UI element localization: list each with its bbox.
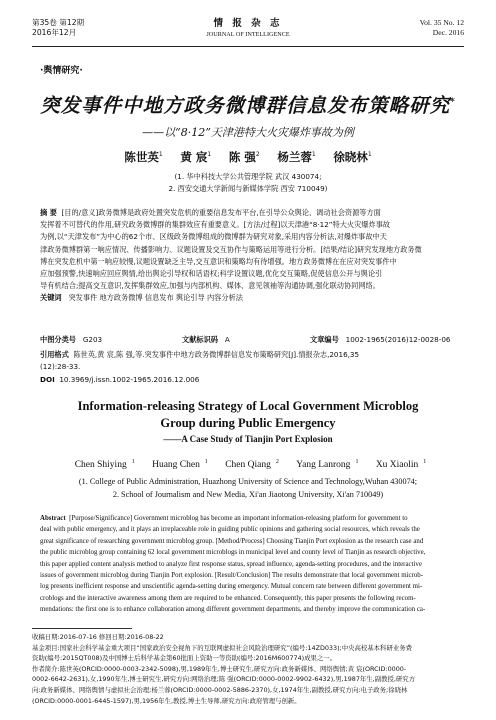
chinese-subtitle: ——以“8·12”天津港特大火灾爆炸事故为例 — [142, 126, 354, 139]
author-en: Xu Xiaolin $^1$ — [375, 459, 427, 471]
volume-cn: 第35卷 第12期 — [32, 18, 85, 27]
doi: DOI 10.3969/j.issn.1002-1965.2016.12.006 — [40, 375, 200, 384]
abstract-line: Abstract [Purpose/Significance] Government microblog has become an important information-releasing platform for government to — [40, 515, 408, 522]
abstract-label: 摘 要 — [40, 208, 57, 217]
footnote-line: 收稿日期:2016-07-16 修回日期:2016-08-22 — [32, 633, 164, 641]
author-en: Chen Qiang $^2$ — [225, 459, 279, 471]
abstract-line: deal with public emergency, and it plays an irreplaceable role in guiding public opinions and gathering social resources, which reveals the — [40, 526, 420, 534]
author-cn: 黄 宸$^1$ — [180, 150, 212, 164]
abstract-line: 为例,以“天津发布”为中心的62个市、区级政务微博组成的微博群为研究对象,采用内容分析法,对爆炸事故中天 — [40, 232, 387, 242]
date-cn: 2016年12月 — [32, 28, 77, 37]
author-en: Chen Shiying $^1$ — [74, 459, 135, 471]
footnote-divider — [32, 628, 132, 629]
english-authors — [0, 459, 496, 470]
journal-name-en: JOURNAL OF INTELLIGENCE — [206, 31, 290, 38]
footnotes — [32, 632, 464, 706]
classification-row — [40, 335, 456, 345]
author-en: Yang Lanrong $^1$ — [296, 459, 359, 471]
author-cn: 杨兰蓉$^1$ — [277, 150, 316, 164]
author-en: Huang Chen $^1$ — [152, 459, 208, 471]
keywords: 关键词 突发事件 地方政务微博 信息发布 舆论引导 内容分析法 — [40, 293, 243, 303]
affiliation-cn: (1. 华中科技大学公共管理学院 武汉 430074; — [174, 172, 322, 181]
page-header — [32, 18, 464, 47]
abstract-line: 应加强预警,快速响应回应舆情,给出舆论引导权和话语权;科学设置议题,优化交互策略,促使信息公开与舆论引 — [40, 269, 383, 279]
abstract-label-en: Abstract — [40, 515, 66, 522]
abstract-line: 津政务微博群第一响应情况、传播影响力、议题设置及交互协作与策略运用等进行分析。[结果/结论]研究发现地方政务微 — [40, 244, 422, 254]
header-center — [32, 18, 464, 39]
abstract-line: this paper applied content analysis method to analyze first response status, spread influence, agenda-setting procedures, and the interactive — [40, 560, 422, 568]
abstract-line: 发挥着不可替代的作用,研究政务微博群的集群效应有重要意义。[方法/过程]以天津港“8·12”特大火灾爆炸事故 — [40, 220, 391, 230]
abstract-line: 导有机结合;提高交互意识,发挥集群效应,加强与内部机构、媒体、意见领袖等沟通协调,强化联动协同网络。 — [40, 281, 380, 291]
chinese-abstract — [40, 207, 456, 305]
abstract-line: 摘 要 [目的/意义]政务微博是政府处置突发危机的重要信息发布平台,在引导公众舆论、调动社会资源等方面 — [40, 208, 381, 217]
author-cn: 徐晓林$^1$ — [333, 150, 372, 164]
chinese-title — [0, 90, 496, 118]
abstract-line: mendations: the first one is to enhance collaboration among different government departments, and thereby improve the communication ca- — [40, 606, 426, 614]
abstract-line: croblogs and the interactive awareness among them are required to be enhanced. Consequently, this paper presents the following recom- — [40, 594, 416, 602]
affiliation-en: (1. College of Public Administration, Huazhong University of Science and Technology,Wuhan 430074; — [78, 477, 418, 486]
footnote-line: 基金项目:国家社会科学基金重大项目“国家政治安全视角下的互联网虚拟社会风险治理研究”(编号:14ZD033);中央高校基本科研业务费 — [32, 643, 413, 652]
journal-name-cn: 情 报 杂 志 — [213, 18, 283, 29]
footnote-line: 向:政务新媒体、网络舆情与虚拟社会治理;杨兰蓉(ORCID:0000-0002-5886-2370),女,1974年生,副教授,研究方向:电子政务;徐晓林 — [32, 685, 408, 694]
clc-number: 中图分类号 G203 — [40, 335, 103, 344]
footnote-line: (ORCID:0000-0001-6445-1597),男,1956年生,教授,博士生导师,研究方向:政府管理与创新。 — [32, 696, 301, 705]
title-footnote-mark: * — [450, 97, 456, 108]
citation-format: 引用格式 陈世英,黄 宸,陈 强,等.突发事件中地方政务微博群信息发布策略研究[J].情报杂志,2016,35 (12):28-33. — [40, 350, 360, 371]
header-right — [420, 18, 464, 38]
citation-label: 引用格式 — [40, 350, 69, 359]
english-abstract — [40, 513, 456, 616]
footnote-line: 0002-6642-2631),女,1990年生,博士研究生,研究方向:网络治理;陈 强(ORCID:0000-0002-9902-6432),男,1987年生,副教授,研究方 — [32, 675, 416, 684]
chinese-title-text: 突发事件中地方政务微博群信息发布策略研究 — [40, 94, 451, 117]
article-number: 文章编号 1002-1965(2016)12-0028-06 — [310, 335, 451, 344]
keywords-label: 关键词 — [40, 293, 62, 303]
document-code: 文献标识码 A — [182, 335, 230, 344]
abstract-line: issues of government microblog during Tianjin Port explosion. [Result/Conclusion] The results demonstrate that local government microb- — [40, 572, 424, 580]
author-cn: 陈 强$^2$ — [228, 150, 260, 164]
affiliation-en: 2. School of Journalism and New Media, Xi'an Jiaotong University, Xi'an 710049) — [112, 490, 384, 499]
section-label: ·舆情研究· — [40, 66, 83, 76]
abstract-line: great significance of researching government microblog group. [Method/Process] Choosing Tianjin Port explosion as the research case and — [40, 537, 424, 545]
abstract-line: log presents inefficient response and unscientific agenda-setting during emergency. Mutual concern rate between different government mi- — [40, 583, 423, 591]
date-en: Dec. 2016 — [432, 28, 464, 37]
abstract-line: 博在突发危机中第一响应较慢,议题设置缺乏主导,交互意识和策略均有待增强。地方政务微博在在应对突发事件中 — [40, 256, 397, 266]
affiliation-cn: 2. 西安交通大学新闻与新媒体学院 西安 710049) — [168, 184, 328, 193]
english-title: Information-releasing Strategy of Local Government Microblog Group during Public Emergency — [77, 399, 419, 430]
english-subtitle: ——A Case Study of Tianjin Port Explosion — [163, 434, 333, 444]
abstract-line: the public microblog group containing 62 local government microblogs in municipal level and county level of Tianjin as research objective, — [40, 549, 426, 557]
footnote-line: 作者简介:陈世英(ORCID:0000-0003-2342-5098),男,1989年生,博士研究生,研究方向:政务新媒体、网络舆情;黄 宸(ORCID:0000- — [32, 664, 407, 673]
author-cn: 陈世英$^1$ — [124, 150, 163, 164]
footnote-line: 资助(编号:2015QT008)及中国博士后科学基金第60批面上资助一等资助(编号:2016M600774)成果之一。 — [32, 654, 337, 663]
chinese-authors — [0, 149, 496, 165]
volume-en: Vol. 35 No. 12 — [419, 18, 464, 27]
